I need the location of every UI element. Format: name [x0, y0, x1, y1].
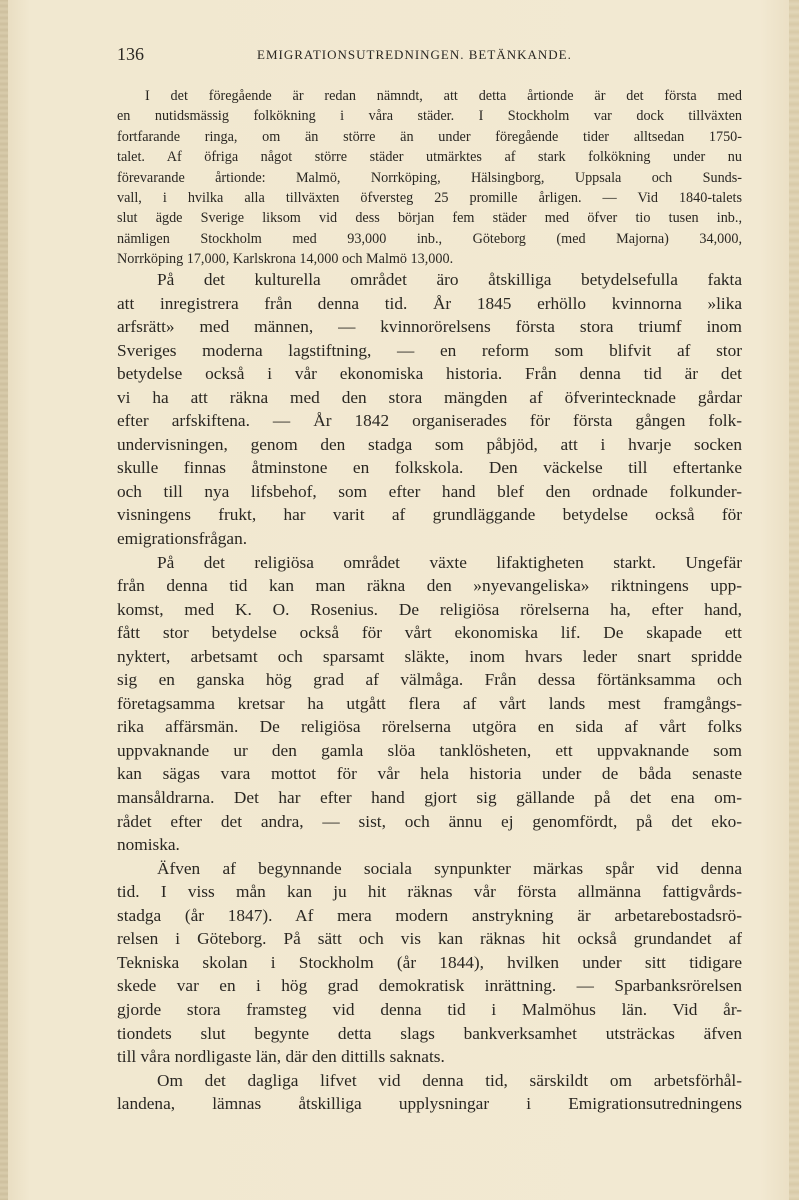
text-line: Äfven af begynnande sociala synpunkter märkas spår vid denna: [157, 858, 742, 878]
text-line: tiondets slut begynte detta slags bankverksamhet utsträckas äfven: [117, 1023, 742, 1043]
text-line: att inregistrera från denna tid. År 1845 erhöllo kvinnorna »lika: [117, 293, 742, 313]
main-text: [117, 268, 742, 1116]
text-line: landena, lämnas åtskilliga upplysningar i Emigrationsutredningens: [117, 1094, 742, 1114]
text-line: talet. Af öfriga något större städer utmärktes af stark folkökning under nu: [117, 149, 742, 166]
text-line: I det föregående är redan nämndt, att detta årtionde är det första med: [145, 88, 742, 104]
text-line: nämligen Stockholm med 93,000 inb., Göteborg (med Majorna) 34,000,: [117, 230, 742, 247]
page-right-edge: [789, 0, 799, 1200]
text-line: sig en ganska hög grad af välmåga. Från dessa förtänksamma och: [117, 670, 742, 690]
page-left-edge: [0, 0, 8, 1200]
text-line: Tekniska skolan i Stockholm (år 1844), hvilken under sitt tidigare: [117, 952, 742, 972]
text-line: slut ägde Sverige liksom vid dess början fem städer med öfver tio tusen inb.,: [117, 210, 742, 227]
text-line: från denna tid kan man räkna den »nyevangeliska» riktningens upp-: [117, 576, 742, 596]
text-line: På det religiösa området växte lifaktigheten starkt. Ungefär: [157, 552, 742, 572]
text-line: På det kulturella området äro åtskilliga betydelsefulla fakta: [157, 270, 742, 289]
text-line: tid. I viss mån kan ju hit räknas vår första allmänna fattigvårds-: [117, 882, 742, 902]
text-line: Sveriges moderna lagstiftning, — en reform som blifvit af stor: [117, 340, 742, 360]
text-line: rika affärsmän. De religiösa rörelserna utgöra en sida af vårt folks: [117, 717, 742, 737]
text-line: komst, med K. O. Rosenius. De religiösa rörelserna ha, efter hand,: [117, 599, 742, 619]
text-line: skulle finnas åtminstone en folkskola. Den väckelse till eftertanke: [117, 458, 742, 478]
text-line: företagsamma kretsar ha utgått flera af vårt lands mest framgångs-: [117, 693, 742, 713]
text-line: relsen i Göteborg. På sätt och vis kan räknas hit också grundandet af: [117, 929, 742, 949]
text-line: visningens frukt, har varit af grundläggande betydelse också för: [117, 505, 742, 525]
text-line: gjorde stora framsteg vid denna tid i Malmöhus län. Vid år-: [117, 999, 742, 1019]
text-line: vall, i hvilka alla tillväxten öfversteg 25 promille årligen. — Vid 1840-talets: [117, 190, 742, 207]
text-line: skede var en i hög grad demokratisk inrättning. — Sparbanksrörelsen: [117, 976, 742, 996]
text-line: uppvaknande ur den gamla slöa tanklösheten, ett uppvaknande som: [117, 740, 742, 760]
text-line: fortfarande ringa, om än större än under föregående tider alltsedan 1750-: [117, 128, 742, 145]
page-number: 136: [117, 44, 144, 64]
text-line: nyktert, arbetsamt och sparsamt släkte, inom hvars leder snart spridde: [117, 646, 742, 666]
text-line: rådet efter det andra, — sist, och ännu ej genomfördt, på det eko-: [117, 811, 742, 831]
text-line: mansåldrarna. Det har efter hand gjort sig gällande på det ena om-: [117, 788, 742, 808]
text-line: betydelse också i vår ekonomiska historia. Från denna tid är det: [117, 364, 742, 384]
text-line: undervisningen, genom den stadga som påbjöd, att i hvarje socken: [117, 434, 742, 454]
footnote-paragraph: [117, 86, 742, 270]
text-line: kan sägas vara mottot för vår hela historia under de båda senaste: [117, 764, 742, 784]
text-line: Norrköping 17,000, Karlskrona 14,000 och Malmö 13,000.: [117, 251, 454, 268]
text-line: fått stor betydelse också för vårt ekonomiska lif. De skapade ett: [117, 623, 742, 643]
text-line: en nutidsmässig folkökning i våra städer. I Stockholm var dock tillväxten: [117, 108, 742, 125]
page-header: [117, 44, 737, 66]
text-line: och till nya lifsbehof, som efter hand blef den ordnade folkunder-: [117, 481, 742, 501]
text-line: vi ha att räkna med den stora mängden af öfverintecknade gårdar: [117, 387, 742, 407]
text-line: nomiska.: [117, 835, 180, 855]
text-line: emigrationsfrågan.: [117, 529, 248, 549]
text-line: förevarande årtionde: Malmö, Norrköping, Hälsingborg, Uppsala och Sunds-: [117, 169, 742, 186]
text-line: arfsrätt» med männen, — kvinnorörelsens första stora triumf inom: [117, 317, 742, 337]
text-line: till våra nordligaste län, där den dittills saknats.: [117, 1047, 445, 1067]
running-head: EMIGRATIONSUTREDNINGEN. BETÄNKANDE.: [257, 47, 572, 62]
text-line: Om det dagliga lifvet vid denna tid, särskildt om arbetsförhål-: [157, 1070, 742, 1090]
text-line: stadga (år 1847). Af mera modern anstrykning är arbetarebostadsrö-: [117, 905, 742, 925]
text-line: efter arfskiftena. — År 1842 organiserades för första gången folk-: [117, 411, 742, 431]
